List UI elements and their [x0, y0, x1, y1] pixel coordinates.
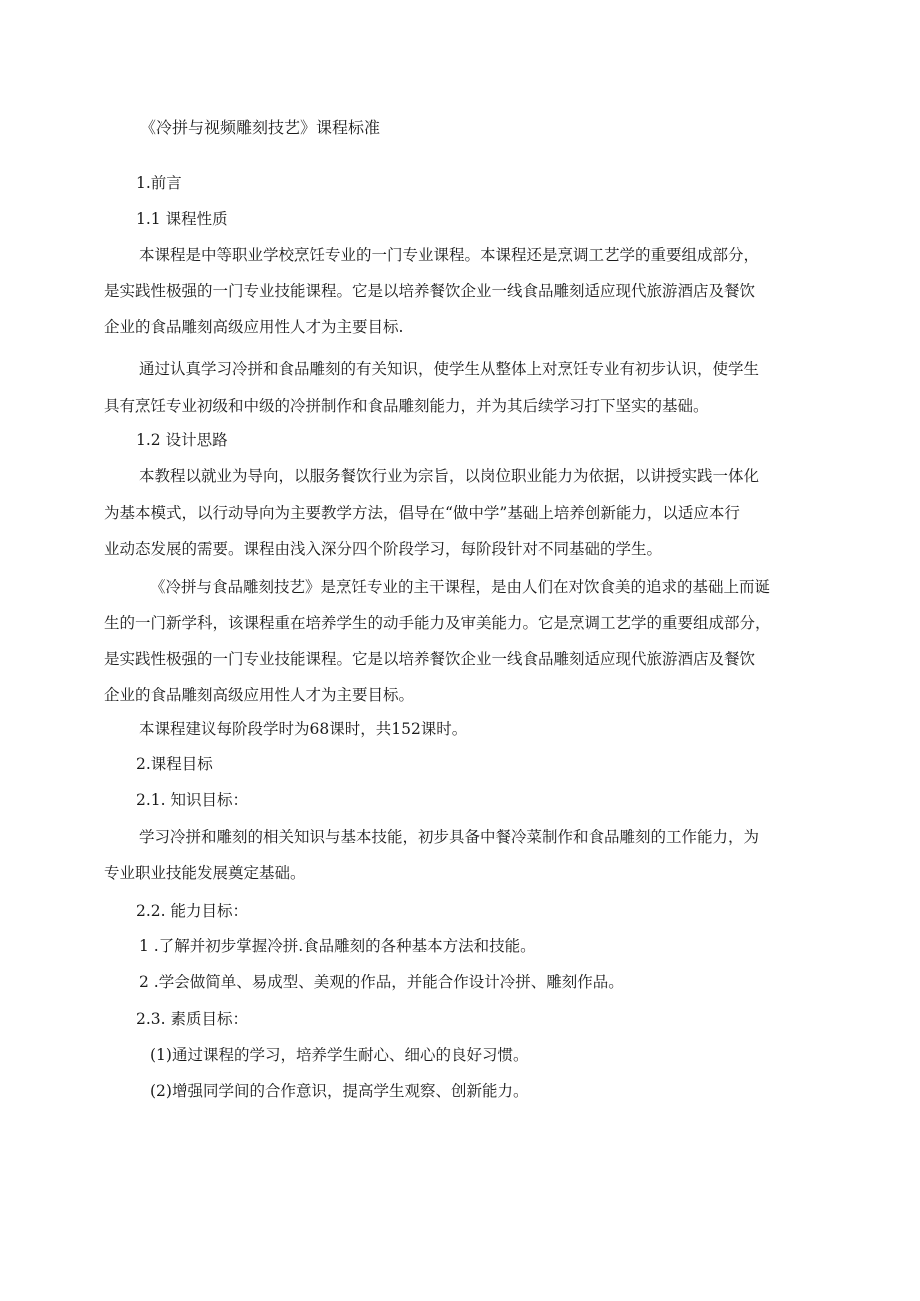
- section-1-heading: 1.前言: [136, 174, 182, 192]
- section-1-2-heading: 1.2 设计思路: [136, 431, 228, 449]
- paragraph-line: 是实践性极强的一门专业技能课程。它是以培养餐饮企业一线食品雕刻适应现代旅游酒店及餐饮: [104, 282, 756, 300]
- list-item: (2)增强同学间的合作意识，提高学生观察、创新能力。: [150, 1082, 529, 1100]
- paragraph-line: 本课程是中等职业学校烹饪专业的一门专业课程。本课程还是烹调工艺学的重要组成部分，: [139, 246, 760, 264]
- paragraph-line: 学习冷拼和雕刻的相关知识与基本技能，初步具备中餐冷菜制作和食品雕刻的工作能力，为: [139, 828, 760, 846]
- paragraph-line: 具有烹饪专业初级和中级的冷拼制作和食品雕刻能力，并为其后续学习打下坚实的基础。: [104, 397, 709, 415]
- list-item: (1)通过课程的学习，培养学生耐心、细心的良好习惯。: [150, 1046, 529, 1064]
- section-2-heading: 2.课程目标: [136, 755, 213, 773]
- list-item: 2 .学会做简单、易成型、美观的作品，并能合作设计冷拼、雕刻作品。: [139, 973, 624, 991]
- paragraph-line: 生的一门新学科，该课程重在培养学生的动手能力及审美能力。它是烹调工艺学的重要组成部分，: [104, 614, 771, 632]
- section-2-1-heading: 2.1. 知识目标：: [136, 791, 249, 809]
- paragraph-line: 通过认真学习冷拼和食品雕刻的有关知识，使学生从整体上对烹饪专业有初步认识，使学生: [139, 360, 760, 378]
- paragraph-line: 企业的食品雕刻高级应用性人才为主要目标.: [104, 318, 404, 336]
- section-2-2-heading: 2.2. 能力目标：: [136, 902, 249, 920]
- document-title: 《冷拼与视频雕刻技艺》课程标准: [140, 118, 381, 137]
- paragraph-line: 《冷拼与食品雕刻技艺》是烹饪专业的主干课程，是由人们在对饮食美的追求的基础上而诞: [150, 578, 771, 596]
- paragraph-line: 业动态发展的需要。课程由浅入深分四个阶段学习，每阶段针对不同基础的学生。: [104, 540, 663, 558]
- paragraph-line: 企业的食品雕刻高级应用性人才为主要目标。: [104, 686, 415, 704]
- paragraph-line: 是实践性极强的一门专业技能课程。它是以培养餐饮企业一线食品雕刻适应现代旅游酒店及餐饮: [104, 650, 756, 668]
- paragraph-line: 本教程以就业为导向，以服务餐饮行业为宗旨，以岗位职业能力为依据，以讲授实践一体化: [139, 467, 760, 485]
- paragraph-line: 本课程建议每阶段学时为68课时，共152课时。: [139, 720, 468, 738]
- paragraph-line: 为基本模式，以行动导向为主要教学方法，倡导在“做中学”基础上培养创新能力，以适应本行: [104, 504, 740, 522]
- list-item: 1 .了解并初步掌握冷拼.食品雕刻的各种基本方法和技能。: [139, 937, 536, 955]
- paragraph-line: 专业职业技能发展奠定基础。: [104, 864, 306, 882]
- section-2-3-heading: 2.3. 素质目标：: [136, 1010, 249, 1028]
- section-1-1-heading: 1.1 课程性质: [136, 210, 228, 228]
